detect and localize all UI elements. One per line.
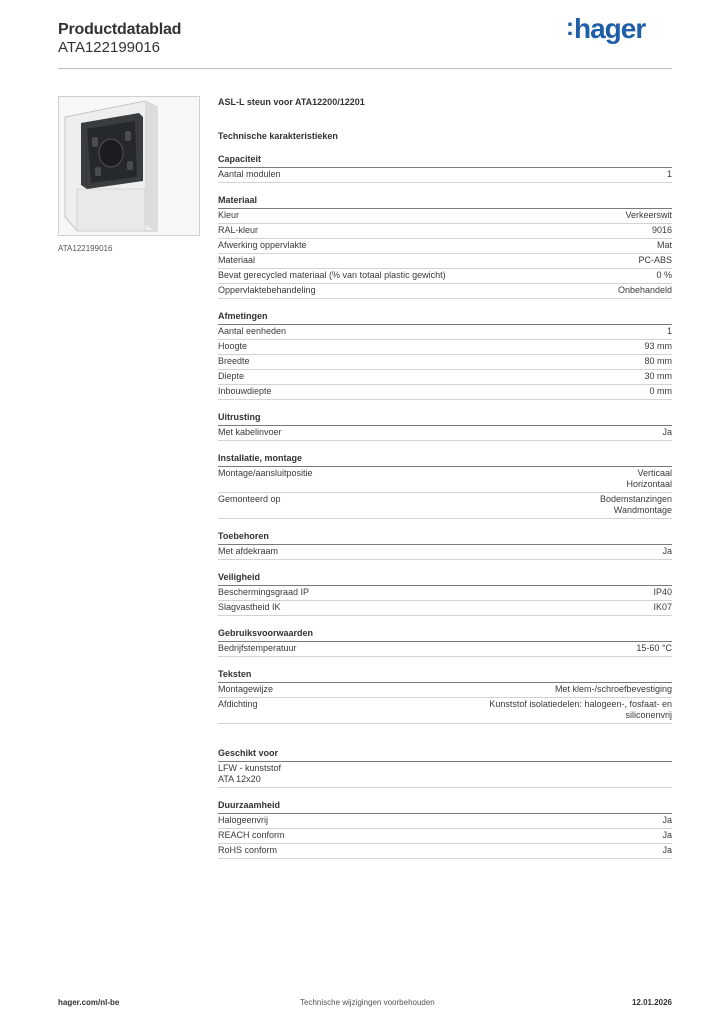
list-item: LFW - kunststof: [218, 763, 282, 773]
spec-label: Hoogte: [218, 341, 248, 351]
spec-row: [218, 370, 672, 385]
spec-value: [650, 386, 673, 397]
spec-section: [218, 154, 672, 183]
section-title: Uitrusting: [218, 412, 672, 426]
spec-value-line: Verticaal: [637, 468, 672, 478]
spec-row: [218, 168, 672, 183]
spec-row: [218, 426, 672, 441]
spec-value-line: 9016: [651, 225, 672, 235]
section-title: Toebehoren: [218, 531, 672, 545]
spec-value-line: 30 mm: [644, 371, 672, 381]
spec-value-line: PC-ABS: [638, 255, 672, 265]
header-divider: [58, 68, 672, 69]
product-code: ATA122199016: [58, 39, 161, 56]
tech-heading: Technische karakteristieken: [218, 131, 338, 141]
spec-label: Oppervlaktebehandeling: [218, 285, 316, 295]
spec-row: [218, 642, 672, 657]
spec-value: [653, 602, 672, 613]
spec-section: [218, 628, 672, 657]
spec-label: RoHS conform: [218, 845, 278, 855]
spec-row: [218, 340, 672, 355]
spec-value: [644, 356, 672, 367]
hager-logo: [566, 13, 645, 45]
spec-value-line: IP40: [653, 587, 672, 597]
spec-label: Montage/aansluitpositie: [218, 468, 313, 478]
spec-value-line: IK07: [653, 602, 672, 612]
spec-label: Bedrijfstemperatuur: [218, 643, 297, 653]
spec-value: [653, 587, 672, 598]
spec-value: [626, 468, 672, 490]
spec-label: Slagvastheid IK: [218, 602, 281, 612]
spec-value: [489, 699, 672, 721]
spec-value-line: Onbehandeld: [617, 285, 672, 295]
spec-value-line: Ja: [662, 830, 672, 840]
section-title: Geschikt voor: [218, 748, 672, 762]
spec-label: REACH conform: [218, 830, 285, 840]
spec-label: Gemonteerd op: [218, 494, 281, 504]
spec-label: Diepte: [218, 371, 245, 381]
spec-value-line: siliconenvrij: [625, 710, 672, 720]
spec-value-line: 80 mm: [644, 356, 672, 366]
footer-notice: Technische wijzigingen voorbehouden: [300, 998, 435, 1007]
spec-label: Halogeenvrij: [218, 815, 269, 825]
product-description: ASL-L steun voor ATA12200/12201: [218, 97, 365, 107]
spec-section: [218, 572, 672, 616]
spec-value-line: Ja: [662, 427, 672, 437]
spec-value-line: Bodemstanzingen: [599, 494, 672, 504]
spec-section: [218, 311, 672, 400]
spec-value: [662, 830, 672, 841]
logo-text: hager: [574, 13, 646, 44]
spec-value-line: Ja: [662, 815, 672, 825]
spec-value: [618, 285, 672, 296]
spec-value-line: Verkeerswit: [625, 210, 672, 220]
spec-value-line: Kunststof isolatiedelen: halogeen-, fosfaat- en: [489, 699, 672, 709]
spec-section: [218, 748, 672, 788]
spec-value: [652, 225, 672, 236]
spec-value-line: Wandmontage: [613, 505, 672, 515]
spec-value-line: Horizontaal: [626, 479, 672, 489]
spec-section: [218, 453, 672, 519]
spec-row: [218, 239, 672, 254]
spec-row: [218, 683, 672, 698]
spec-label: Materiaal: [218, 255, 256, 265]
spec-label: Met kabelinvoer: [218, 427, 282, 437]
spec-row: [218, 355, 672, 370]
spec-value-line: Met klem-/schroefbevestiging: [554, 684, 672, 694]
spec-label: RAL-kleur: [218, 225, 259, 235]
logo-colon-icon: :: [566, 14, 573, 41]
spec-value-line: 1: [666, 326, 672, 336]
spec-value: [555, 684, 672, 695]
footer-date: 12.01.2026: [631, 998, 672, 1007]
spec-value: [662, 546, 672, 557]
spec-row: [218, 698, 672, 724]
spec-value-line: Ja: [662, 845, 672, 855]
product-illustration: [59, 97, 199, 235]
spec-value-line: Mat: [656, 240, 672, 250]
spec-section: [218, 800, 672, 859]
section-title: Materiaal: [218, 195, 672, 209]
section-title: Installatie, montage: [218, 453, 672, 467]
footer-website: hager.com/nl-be: [58, 998, 120, 1007]
page-title: Productdatablad: [58, 21, 182, 38]
spec-value: [662, 845, 672, 856]
spec-label: Inbouwdiepte: [218, 386, 272, 396]
spec-label: Breedte: [218, 356, 250, 366]
spec-value-line: 0 %: [656, 270, 672, 280]
spec-row: [218, 254, 672, 269]
spec-label: Afdichting: [218, 699, 258, 709]
section-title: Teksten: [218, 669, 672, 683]
spec-label: Met afdekraam: [218, 546, 279, 556]
spec-row: [218, 829, 672, 844]
spec-row: [218, 209, 672, 224]
spec-value-line: Ja: [662, 546, 672, 556]
spec-value-line: 93 mm: [644, 341, 672, 351]
spec-value: [662, 815, 672, 826]
spec-value: [644, 371, 672, 382]
spec-section: [218, 669, 672, 724]
product-image: [58, 96, 200, 236]
spec-row: [218, 325, 672, 340]
spec-label: Beschermingsgraad IP: [218, 587, 310, 597]
spec-label: Montagewijze: [218, 684, 274, 694]
spec-section: [218, 531, 672, 560]
spec-value: [638, 255, 672, 266]
spec-value: [667, 169, 672, 180]
spec-value: [656, 270, 672, 281]
section-title: Afmetingen: [218, 311, 672, 325]
spec-row: [218, 284, 672, 299]
spec-value: [667, 326, 672, 337]
spec-row: [218, 814, 672, 829]
image-caption: ATA122199016: [58, 244, 113, 253]
spec-row: [218, 545, 672, 560]
spec-sections: [218, 154, 672, 859]
compatibility-list: [218, 762, 672, 788]
section-title: Capaciteit: [218, 154, 672, 168]
spec-label: Kleur: [218, 210, 240, 220]
spec-row: [218, 467, 672, 493]
spec-row: [218, 224, 672, 239]
section-title: Duurzaamheid: [218, 800, 672, 814]
spec-label: Aantal eenheden: [218, 326, 287, 336]
spec-value: [600, 494, 672, 516]
spec-label: Afwerking oppervlakte: [218, 240, 307, 250]
spec-value-line: 15-60 °C: [636, 643, 672, 653]
spec-row: [218, 601, 672, 616]
spec-label: Bevat gerecycled materiaal (% van totaal plastic gewicht): [218, 270, 446, 280]
section-title: Veiligheid: [218, 572, 672, 586]
spec-row: [218, 586, 672, 601]
spec-value: [662, 427, 672, 438]
spec-value: [636, 643, 672, 654]
list-item: ATA 12x20: [218, 774, 261, 784]
spec-value: [657, 240, 672, 251]
spec-label: Aantal modulen: [218, 169, 281, 179]
spec-row: [218, 844, 672, 859]
spec-section: [218, 195, 672, 299]
spec-value-line: 1: [666, 169, 672, 179]
section-title: Gebruiksvoorwaarden: [218, 628, 672, 642]
spec-content: [218, 96, 672, 859]
spec-row: [218, 493, 672, 519]
spec-value: [625, 210, 672, 221]
spec-section: [218, 412, 672, 441]
spec-row: [218, 385, 672, 400]
spec-value-line: 0 mm: [649, 386, 672, 396]
spec-row: [218, 269, 672, 284]
spec-value: [644, 341, 672, 352]
